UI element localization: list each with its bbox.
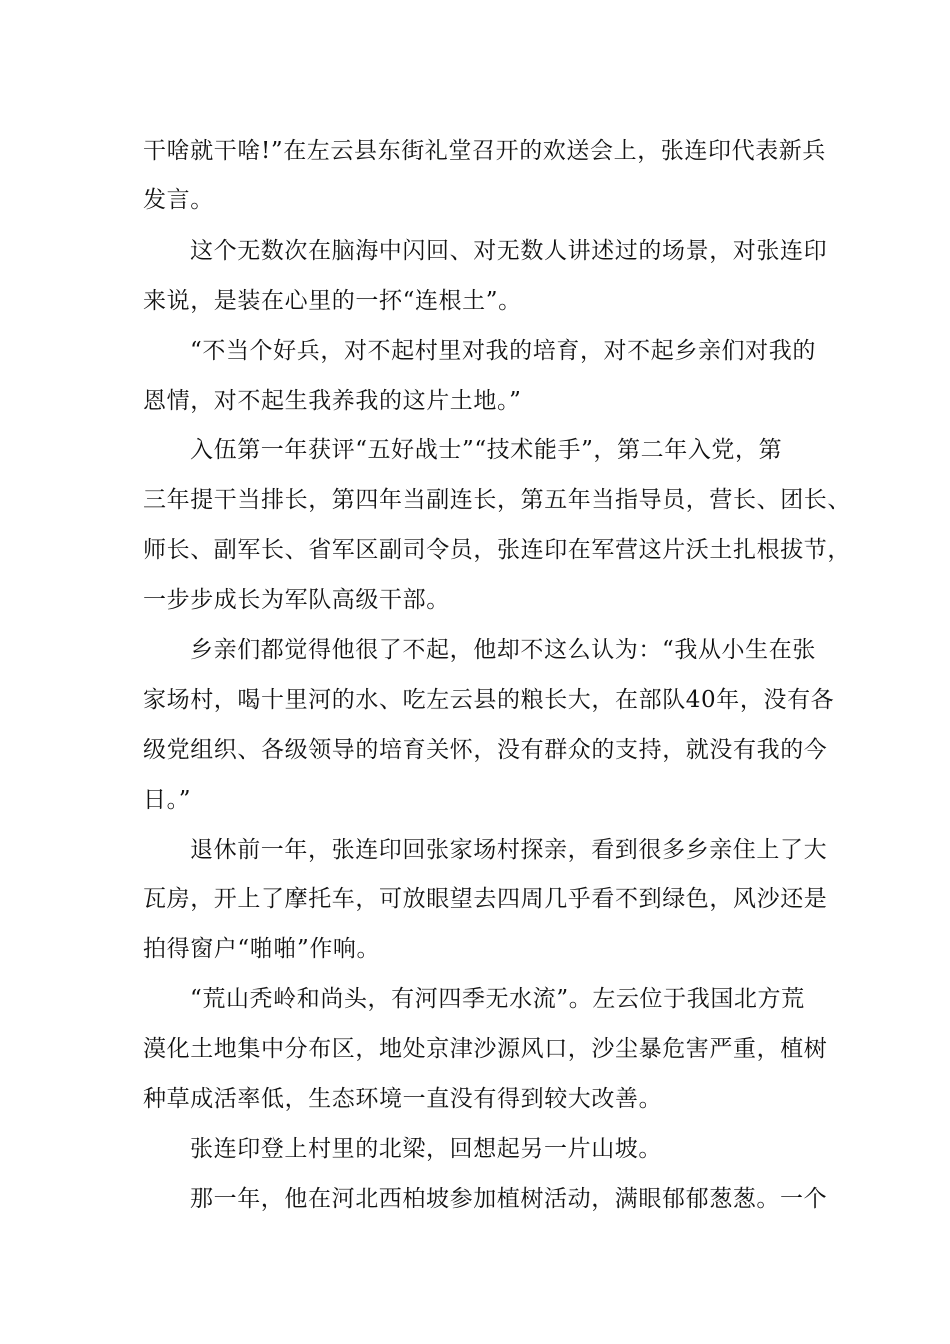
text-line: 家场村，喝十里河的水、吃左云县的粮长大，在部队40年，没有各 bbox=[143, 687, 835, 713]
text-line: 干啥就干啥!”在左云县东街礼堂召开的欢送会上，张连印代表新兵 bbox=[143, 138, 827, 164]
text-line: 种草成活率低，生态环境一直没有得到较大改善。 bbox=[143, 1086, 663, 1112]
text-line: 师长、副军长、省军区副司令员，张连印在军营这片沃土扎根拔节， bbox=[143, 537, 851, 563]
text-line: 发言。 bbox=[143, 187, 214, 213]
text-line: 一步步成长为军队高级干部。 bbox=[143, 587, 450, 613]
text-line: 漠化土地集中分布区，地处京津沙源风口，沙尘暴危害严重，植树 bbox=[143, 1036, 828, 1062]
text-line: 拍得窗户“啪啪”作响。 bbox=[143, 936, 381, 962]
paragraph-first-line: 乡亲们都觉得他很了不起，他却不这么认为：“我从小生在张 bbox=[190, 637, 816, 663]
text-line: 日。” bbox=[143, 787, 192, 813]
paragraph-first-line: 张连印登上村里的北梁，回想起另一片山坡。 bbox=[190, 1136, 662, 1162]
paragraph-first-line: 退休前一年，张连印回张家场村探亲，看到很多乡亲住上了大 bbox=[190, 837, 828, 863]
paragraph-first-line: 这个无数次在脑海中闪回、对无数人讲述过的场景，对张连印 bbox=[190, 238, 828, 264]
text-line: 三年提干当排长，第四年当副连长，第五年当指导员，营长、团长、 bbox=[143, 487, 851, 513]
paragraph-first-line: “不当个好兵，对不起村里对我的培育，对不起乡亲们对我的 bbox=[190, 338, 816, 364]
text-line: 来说，是装在心里的一抔“连根土”。 bbox=[143, 288, 522, 314]
paragraph-first-line: 入伍第一年获评“五好战士”“技术能手”，第二年入党，第 bbox=[190, 437, 783, 463]
paragraph-first-line: “荒山秃岭和尚头，有河四季无水流”。左云位于我国北方荒 bbox=[190, 986, 805, 1012]
text-line: 级党组织、各级领导的培育关怀，没有群众的支持，就没有我的今 bbox=[143, 737, 828, 763]
text-line: 恩情，对不起生我养我的这片土地。” bbox=[143, 388, 522, 414]
text-line: 瓦房，开上了摩托车，可放眼望去四周几乎看不到绿色，风沙还是 bbox=[143, 886, 828, 912]
paragraph-first-line: 那一年，他在河北西柏坡参加植树活动，满眼郁郁葱葱。一个 bbox=[190, 1186, 828, 1212]
